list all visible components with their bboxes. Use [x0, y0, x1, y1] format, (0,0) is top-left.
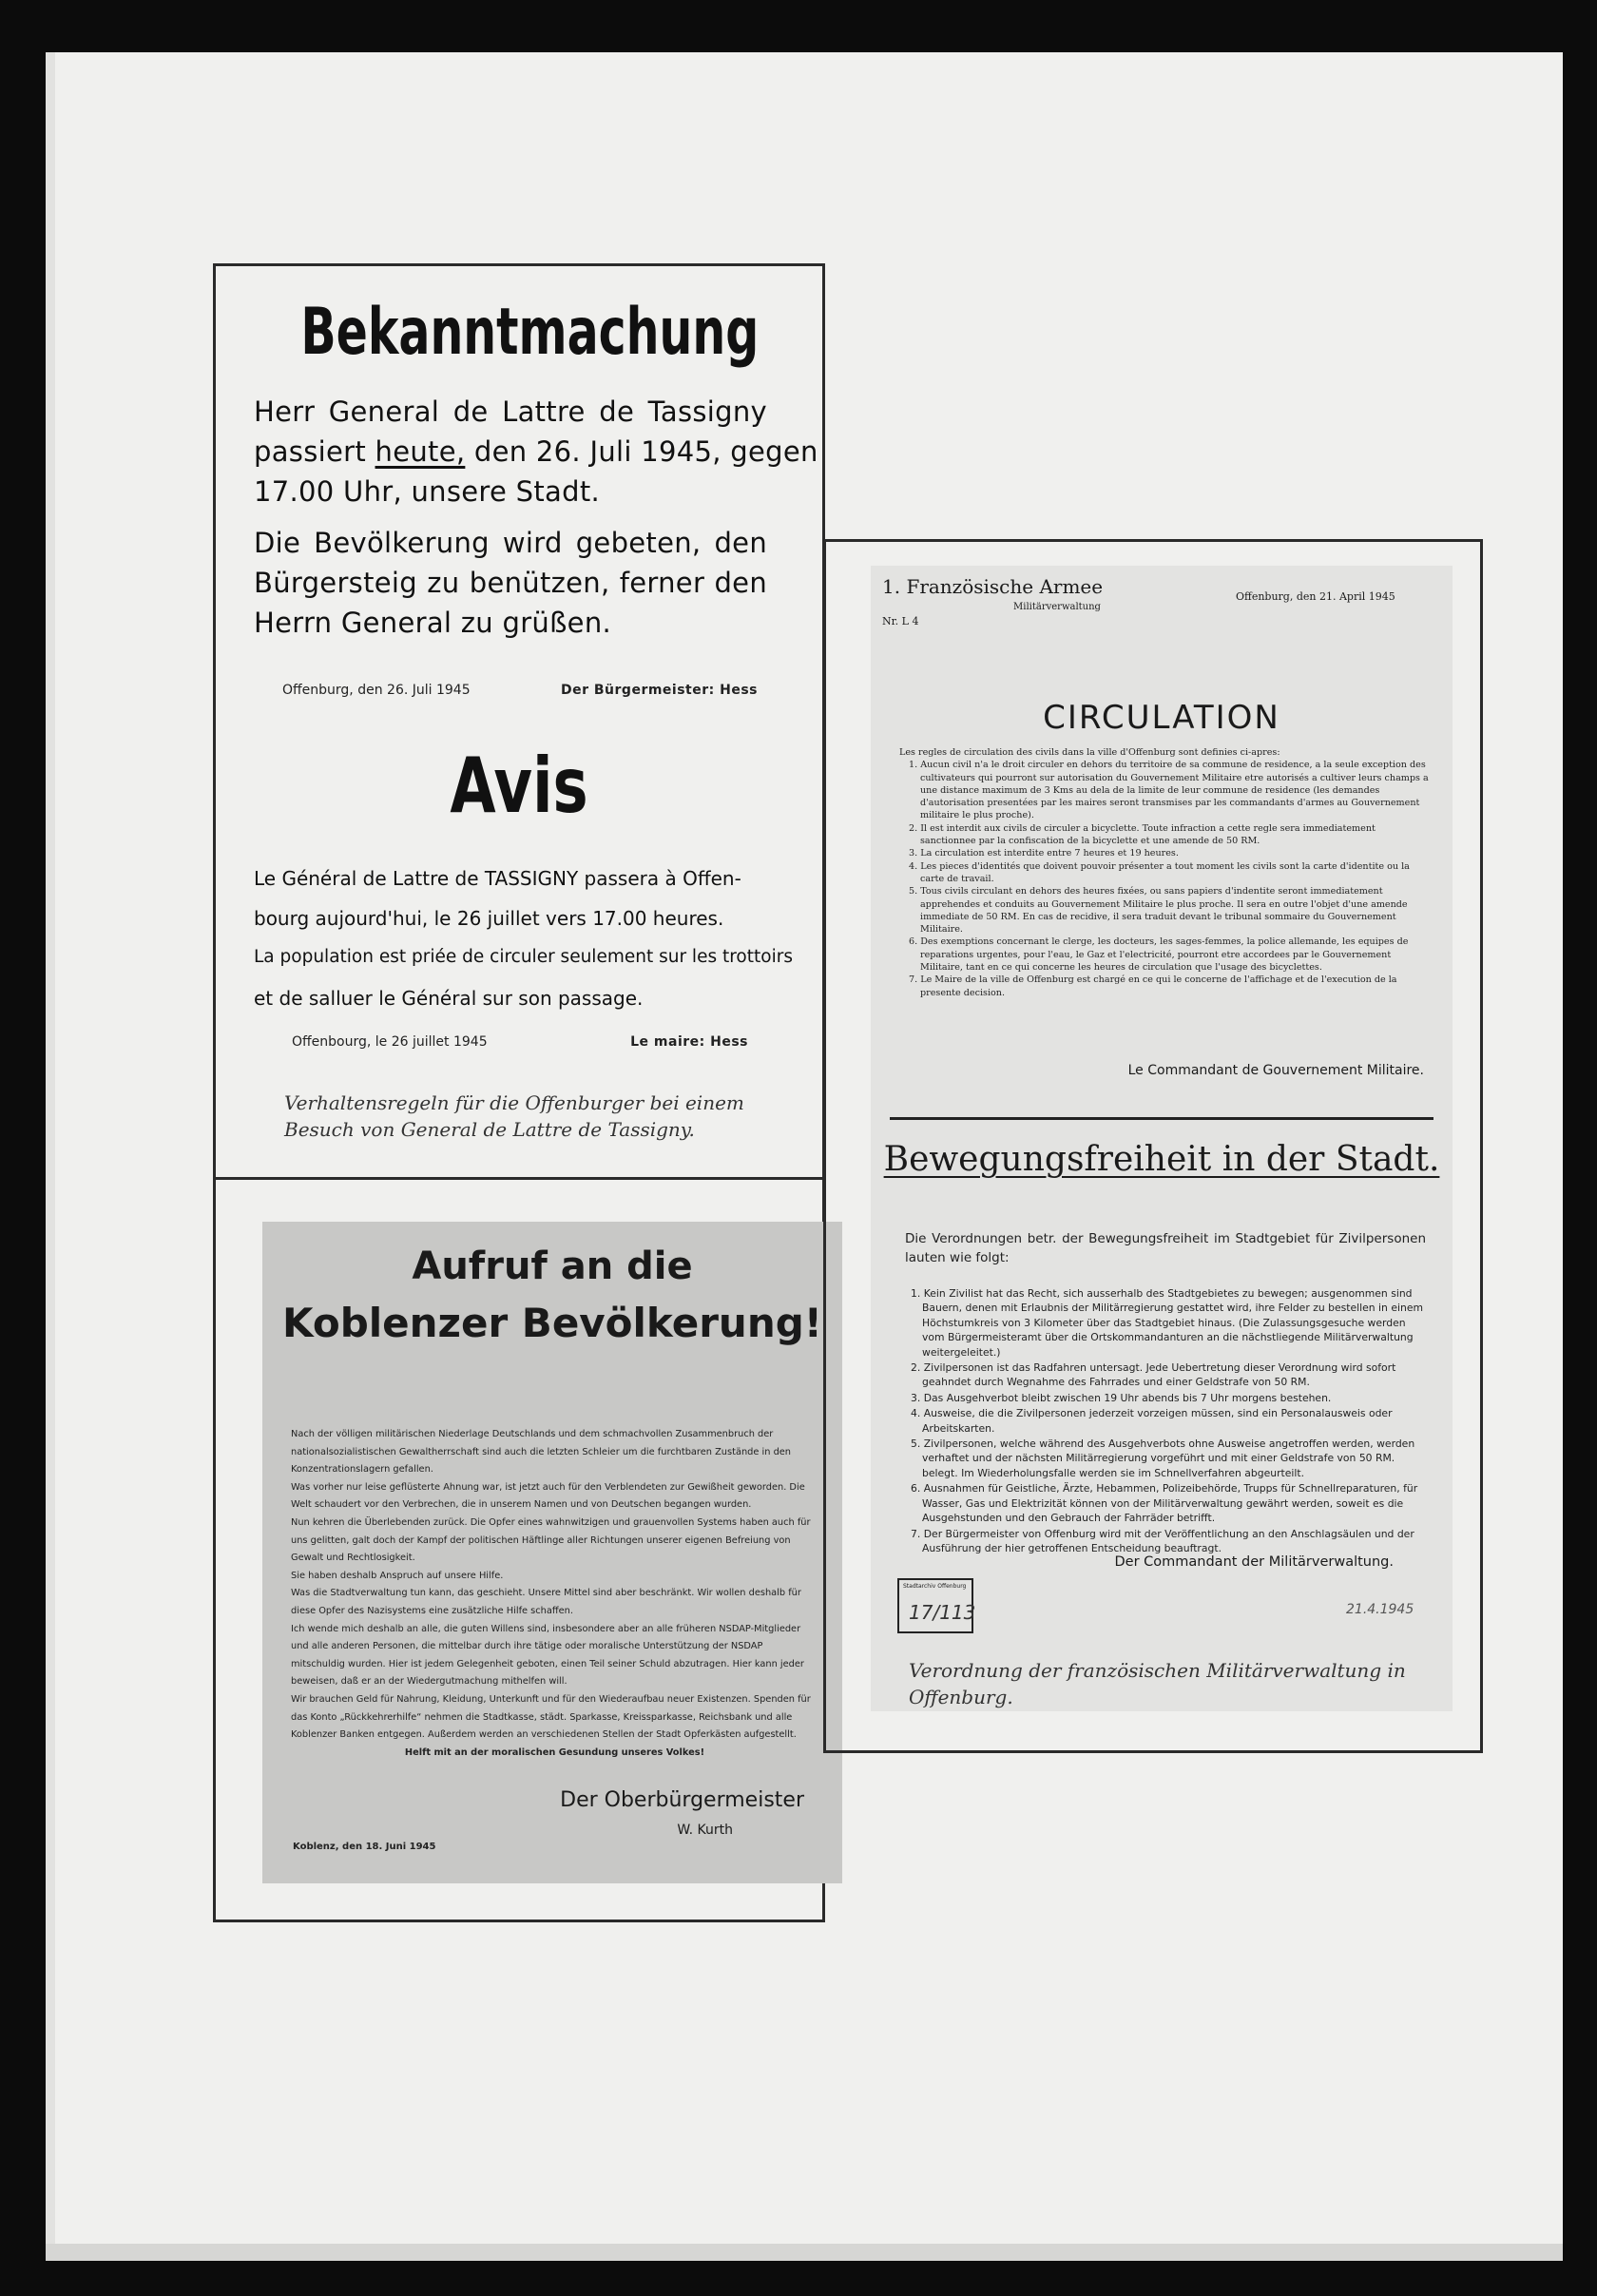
circulation-intro: Les regles de circulation des civils dans la ville d'Offenburg sont definies ci-apres:: [899, 747, 1280, 758]
bewegung-item: 6. Ausnahmen für Geistliche, Ärzte, Hebammen, Polizeibehörde, Trupps für Schnellreparaturen, für Wasser, Gas und Elektrizität können von der Militärverwaltung gewährt werden, soweit es die Ausgehstunden und den Gebrauch der Fahrräder betrifft.: [911, 1482, 1418, 1525]
divider-rule: [890, 1117, 1433, 1120]
avis-line-1: Le Général de Lattre de TASSIGNY passera à Offen-: [254, 867, 741, 890]
caption-right: [909, 1657, 1406, 1710]
avis-footer: [292, 1034, 748, 1050]
koblenz-paragraph: Was vorher nur leise geflüsterte Ahnung war, ist jetzt auch für den Verblendeten zur Gewißheit geworden. Die Welt schaudert vor den Verbrechen, die in unserem Namen und von Deutschen begangen wurden.: [291, 1481, 805, 1511]
koblenz-paragraph: Nun kehren die Überlebenden zurück. Die Opfer eines wahnwitzigen und grauenvollen Systems haben auch für uns gelitten, galt doch der Kampf der politischen Häftlinge aller Richtungen unserer eigenen Befreiung von Gewalt und Rechtlosigkeit.: [291, 1516, 811, 1564]
bewegung-body: [905, 1286, 1426, 1556]
stamp-number: 17/113: [909, 1601, 976, 1624]
bewegung-item: 1. Kein Zivilist hat das Recht, sich ausserhalb des Stadtgebietes zu bewegen; ausgenommen sind Bauern, denen mit Erlaubnis der Militärregierung gestattet wird, ihre Felder zu bestellen in einem Höchstumkreis von 3 Kilometer über das Stadtgebiet hinaus. (Die Zulassungsgesuche werden vom Bürgermeisteramt über die Ortskommandanturen an die nächstliegende Militärverwaltung weitergeleitet.): [911, 1287, 1423, 1359]
circulation-body: [899, 746, 1432, 999]
avis-line-3: La population est priée de circuler seulement sur les trottoirs: [254, 947, 793, 967]
circulation-item: 3. La circulation est interdite entre 7 heures et 19 heures.: [909, 848, 1179, 859]
bewegung-item: 2. Zivilpersonen ist das Radfahren untersagt. Jede Uebertretung dieser Verordnung wird sofort geahndet durch Wegnahme des Fahrrades und einer Geldstrafe von 50 RM.: [911, 1361, 1396, 1389]
bewegung-item: 4. Ausweise, die die Zivilpersonen jederzeit vorzeigen müssen, sind ein Personalausweis oder Arbeitskarten.: [911, 1407, 1393, 1435]
caption-right-line-1: Verordnung der französischen Militärverwaltung in: [909, 1659, 1406, 1682]
bekanntmachung-line-5: Bürgersteig zu benützen, ferner den: [254, 567, 767, 599]
bekanntmachung-footer: [282, 683, 758, 698]
poster-koblenz: [262, 1222, 842, 1883]
bekanntmachung-place-date: Offenburg, den 26. Juli 1945: [282, 683, 471, 698]
koblenz-paragraph-closing: Helft mit an der moralischen Gesundung unseres Volkes!: [404, 1746, 705, 1758]
circulation-title: CIRCULATION: [1043, 699, 1280, 737]
circulation-item: 5. Tous civils circulant en dehors des heures fixées, ou sans papiers d'indentite seront immediatement apprehendes et conduits au Gouvernement Militaire le plus proche. Il sera en outre l'objet d'une amende immediate de 50 RM. En cas de recidive, il sera traduit devant le tribunal sommaire du Gouvernement Militaire.: [909, 886, 1408, 936]
caption-right-line-2: Offenburg.: [909, 1686, 1013, 1708]
circulation-number: Nr. L 4: [882, 615, 919, 627]
koblenz-paragraph: Ich wende mich deshalb an alle, die guten Willens sind, insbesondere aber an alle früheren NSDAP-Mitglieder und alle anderen Personen, die mittelbar durch ihre tätige oder moralische Unterstützung der NSDAP mitschuldig wurden. Hier ist jedem Gelegenheit geboten, einen Teil seiner Schuld abzutragen. Hier kann jeder beweisen, daß er an der Wiedergutmachung mithelfen will.: [291, 1623, 804, 1688]
bekanntmachung-line-1: Herr General de Lattre de Tassigny: [254, 396, 767, 428]
bewegung-title: Bewegungsfreiheit in der Stadt.: [883, 1140, 1440, 1179]
avis-signature: Le maire: Hess: [630, 1034, 748, 1050]
avis-line-4: et de salluer le Général sur son passage.: [254, 987, 644, 1010]
page-bottom-edge: [46, 2244, 1563, 2261]
bewegung-intro: Die Verordnungen betr. der Bewegungsfreiheit im Stadtgebiet für Zivilpersonen lauten wie folgt:: [905, 1231, 1426, 1265]
circulation-place-date: Offenburg, den 21. April 1945: [1236, 590, 1395, 603]
album-page: [46, 52, 1563, 2261]
bekanntmachung-line-3: 17.00 Uhr, unsere Stadt.: [254, 475, 601, 508]
koblenz-body: [291, 1426, 818, 1762]
caption-left-line-2: Besuch von General de Lattre de Tassigny.: [284, 1118, 695, 1141]
bekanntmachung-line-2: passiert heute, den 26. Juli 1945, gegen: [254, 435, 818, 468]
koblenz-signature: Der Oberbürgermeister: [560, 1788, 804, 1812]
circulation-item: 2. Il est interdit aux civils de circuler a bicyclette. Toute infraction a cette regle sera immediatement sanctionnee par la confiscation de la bicyclette et une amende de 50 RM.: [909, 822, 1376, 847]
koblenz-signature-name: W. Kurth: [677, 1823, 733, 1838]
circulation-signature: Le Commandant de Gouvernement Militaire.: [1127, 1063, 1424, 1078]
koblenz-paragraph: Was die Stadtverwaltung tun kann, das geschieht. Unsere Mittel sind aber beschränkt. Wir wollen deshalb für diese Opfer des Nazisystems eine zusätzliche Hilfe schaffen.: [291, 1588, 801, 1616]
caption-left-line-1: Verhaltensregeln für die Offenburger bei einem: [284, 1091, 744, 1114]
bewegung-item: 5. Zivilpersonen, welche während des Ausgehverbots ohne Ausweise angetroffen werden, werden verhaftet und der nächsten Militärregierung vorgeführt und mit einer Geldstrafe von 50 RM. belegt. Im Wiederholungsfalle werden sie im Schnellverfahren abgeurteilt.: [911, 1437, 1415, 1479]
page-spine: [46, 52, 55, 2261]
circulation-dept: Militärverwaltung: [1013, 602, 1101, 612]
circulation-army: 1. Französische Armee: [882, 575, 1104, 598]
koblenz-paragraph: Nach der völligen militärischen Niederlage Deutschlands und dem schmachvollen Zusammenbruch der nationalsozialistischen Gewaltherrschaft sind auch die letzten Schleier um die furchtbaren Zustände in den Konzentrationslagern gefallen.: [291, 1429, 792, 1476]
avis-line-2: bourg aujourd'hui, le 26 juillet vers 17.00 heures.: [254, 907, 724, 930]
bewegung-item: 3. Das Ausgehverbot bleibt zwischen 19 Uhr abends bis 7 Uhr morgens bestehen.: [911, 1391, 1332, 1404]
bekanntmachung-signature: Der Bürgermeister: Hess: [560, 683, 758, 698]
bewegung-item: 7. Der Bürgermeister von Offenburg wird mit der Veröffentlichung an den Anschlagsäulen und der Ausführung der hier getroffenen Entscheidung beauftragt.: [911, 1527, 1414, 1554]
circulation-item: 4. Les pieces d'identités que doivent pouvoir présenter a tout moment les civils sont la carte d'identite ou la carte de travail.: [909, 860, 1410, 884]
handwritten-date: 21.4.1945: [1346, 1602, 1414, 1617]
circulation-item: 7. Le Maire de la ville de Offenburg est chargé en ce qui le concerne de l'affichage et de l'execution de la presente decision.: [909, 974, 1397, 998]
avis-place-date: Offenbourg, le 26 juillet 1945: [292, 1034, 488, 1050]
poster-bekanntmachung: [216, 266, 822, 1177]
circulation-item: 6. Des exemptions concernant le clerge, les docteurs, les sages-femmes, la police allemande, les equipes de reparations urgentes, pour l'eau, le Gaz et l'electricité, pourront etre accordees par le Gouvernement Militaire, tant en ce qui concerne les heures de circulation que l'usage des bicyclettes.: [909, 936, 1409, 974]
koblenz-paragraph: Sie haben deshalb Anspruch auf unsere Hilfe.: [291, 1570, 504, 1581]
poster-offenburg: [871, 566, 1453, 1711]
bekanntmachung-line-6: Herrn General zu grüßen.: [254, 607, 612, 639]
bekanntmachung-line-4: Die Bevölkerung wird gebeten, den: [254, 527, 767, 559]
koblenz-date: Koblenz, den 18. Juni 1945: [293, 1842, 436, 1852]
koblenz-title-1: Aufruf an die: [412, 1244, 693, 1288]
koblenz-title-2: Koblenzer Bevölkerung!: [282, 1300, 822, 1346]
koblenz-paragraph: Wir brauchen Geld für Nahrung, Kleidung, Unterkunft und für den Wiederaufbau neuer Existenzen. Spenden für das Konto „Rückkehrerhilfe“ nehmen die Stadtkasse, städt. Sparkasse, Kreissparkasse, Reichsbank und alle Koblenzer Banken entgegen. Außerdem werden an verschiedenen Stellen der Stadt Opferkästen aufgestellt.: [291, 1693, 811, 1741]
bewegung-signature: Der Commandant der Militärverwaltung.: [1114, 1554, 1394, 1570]
bekanntmachung-title: Bekanntmachung: [300, 295, 760, 370]
stamp-title: Stadtarchiv Offenburg: [903, 1583, 967, 1590]
avis-title: Avis: [450, 742, 588, 830]
frame-bekanntmachung: [213, 263, 825, 1180]
archive-stamp: [897, 1578, 976, 1633]
caption-left: [284, 1090, 744, 1143]
circulation-item: 1. Aucun civil n'a le droit circuler en dehors du territoire de sa commune de residence, a la seule exception des cultivateurs qui pourront sur autorisation du Gouvernement Militaire etre autorisés a cultiver leurs champs a une distance maximum de 3 Kms au dela de la limite de leur commune de residence (les demandes d'autorisation presentées par les maires seront transmises par les commandants d'armes au Gouvernement militaire le plus proche).: [909, 760, 1429, 821]
